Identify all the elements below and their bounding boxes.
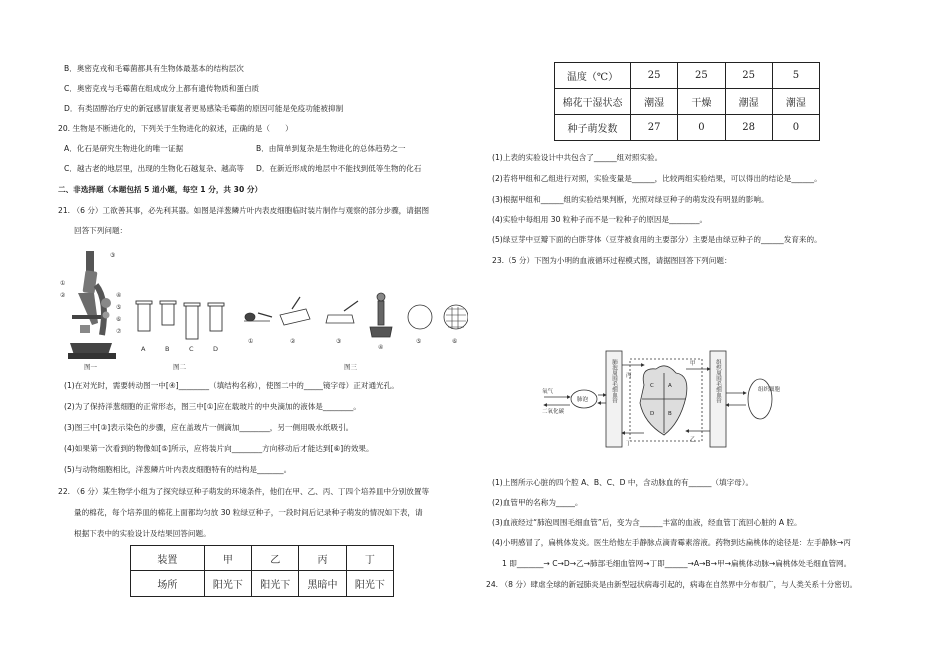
tissue-cell-label: 组织细胞 xyxy=(758,387,781,393)
co2-label: 二氧化碳 xyxy=(542,409,565,415)
steps-illustration xyxy=(244,293,468,337)
table-row xyxy=(555,63,820,89)
q22-stem-line3: 根据下表中的实验设计及结果回答问题。 xyxy=(74,529,211,538)
q21-sub-1: (1)在对光时，需要转动图一中[④]________（填结构名称），使图二中的_____镜字母）正对通光孔。 xyxy=(64,381,399,390)
q24-stem: 24. （8 分）肆虐全球的新冠肺炎是由新型冠状病毒引起的，病毒在自然界中分布很广，与人类关系十分密切。 xyxy=(486,580,858,589)
q21-sub-2: (2)为了保持洋葱细胞的正常形态，图三中[①]应在载玻片的中央滴加的液体是________。 xyxy=(64,402,361,411)
q19-option-d: D．有类固醇治疗史的新冠感冒康复者更易感染毛霉菌的原因可能是免疫功能被抑制 xyxy=(64,104,344,113)
table-cell: 种子萌发数 xyxy=(555,115,631,141)
tissue-capillary-label: 组织周围毛细血管 xyxy=(715,359,721,403)
tissue-cell-shape xyxy=(748,379,772,419)
q23-sub-1: (1)上图所示心脏的四个腔 A、B、C、D 中，含动脉血的有______（填字母）。 xyxy=(492,478,754,487)
q22-sub-1: (1)上表的实验设计中共包含了______组对照实验。 xyxy=(492,153,663,162)
step-label-4: ④ xyxy=(378,344,384,351)
table-row xyxy=(131,571,394,597)
table-cell: 25 xyxy=(678,63,725,89)
table-row xyxy=(555,89,820,115)
table-cell: 潮湿 xyxy=(772,89,819,115)
chamber-d-label: D xyxy=(650,411,655,417)
figure-1-label: 图一 xyxy=(84,363,97,371)
mic-label-6: ⑥ xyxy=(116,316,122,323)
q21-sub-4: (4)如果第一次看到的物像如[⑤]所示，应将装片向________方向移动后才能达到[⑥]的效果。 xyxy=(64,444,374,453)
q22-sub-5: (5)绿豆芽中豆瓣下面的白胖芽体（豆芽被食用的主要部分）主要是由绿豆种子的______发育来的。 xyxy=(492,235,822,244)
table-cell: 黑暗中 xyxy=(299,571,346,597)
table-cell: 5 xyxy=(772,63,819,89)
mic-label-2: ② xyxy=(60,292,66,299)
table-row xyxy=(131,546,394,571)
step-label-6: ⑥ xyxy=(452,338,458,345)
circulation-diagram xyxy=(540,345,800,455)
oxygen-label: 氧气 xyxy=(542,389,554,395)
lens-letter-b: B xyxy=(165,345,170,353)
q23-sub-4-line1: (4)小明感冒了，扁桃体发炎。医生给他左手静脉点滴青霉素溶液。药物到达扁桃体的途径是：左手静脉→丙 xyxy=(492,538,851,547)
figure-3-label: 图三 xyxy=(344,363,357,371)
mic-label-4: ④ xyxy=(116,292,122,299)
table-cell: 0 xyxy=(772,115,819,141)
table-cell: 阳光下 xyxy=(346,571,393,597)
table-cell: 丙 xyxy=(299,546,346,571)
lenses-illustration xyxy=(136,301,224,339)
q21-stem-line2: 回答下列问题： xyxy=(74,226,128,235)
vessel-yi-label: 乙 xyxy=(690,437,696,443)
table-cell: 装置 xyxy=(131,546,205,571)
mic-label-5: ⑤ xyxy=(116,304,122,311)
q21-sub-5: (5)与动物细胞相比，洋葱鳞片叶内表皮细胞特有的结构是_______。 xyxy=(64,465,292,474)
experiment-table-top xyxy=(130,545,394,597)
lung-label: 肺泡 xyxy=(577,397,589,403)
lung-capillary-label: 肺泡周围毛细血管 xyxy=(611,359,617,403)
table-cell: 25 xyxy=(725,63,772,89)
section-heading: 二、非选择题（本题包括 5 道小题，每空 1 分，共 30 分） xyxy=(58,185,263,194)
q23-stem: 23.（5 分）下图为小明的血液循环过程模式图，请据图回答下列问题： xyxy=(492,256,732,265)
q23-sub-2: (2)血管甲的名称为_____。 xyxy=(492,498,583,507)
microscope-illustration xyxy=(68,251,116,359)
step-label-2: ② xyxy=(290,338,296,345)
q20-option-a: A．化石是研究生物进化的唯一证据 xyxy=(64,144,184,153)
mic-label-3: ③ xyxy=(110,252,116,259)
table-cell: 0 xyxy=(678,115,725,141)
figure-2-label: 图二 xyxy=(173,363,186,371)
q22-stem-line1: 22. （6 分）某生物学小组为了探究绿豆种子萌发的环境条件，他们在甲、乙、丙、丁四个培养皿中分别放置等 xyxy=(58,487,430,496)
table-cell: 28 xyxy=(725,115,772,141)
q20-stem: 20. 生物是不断进化的，下列关于生物进化的叙述，正确的是（ ） xyxy=(58,124,293,133)
table-cell: 阳光下 xyxy=(204,571,251,597)
q22-sub-2: (2)若将甲组和乙组进行对照，实验变量是______，比较两组实验结果，可以得出的结论是______。 xyxy=(492,174,822,183)
chamber-b-label: B xyxy=(668,411,672,417)
step-label-3: ③ xyxy=(336,338,342,345)
q21-stem-line1: 21. （6 分）工欲善其事，必先利其器。如图是洋葱鳞片叶内表皮细胞临时装片制作与观察的部分步骤，请据图 xyxy=(58,206,430,215)
q20-option-b: B．由简单到复杂是生物进化的总体趋势之一 xyxy=(256,144,406,153)
table-cell: 潮湿 xyxy=(631,89,678,115)
lens-letter-c: C xyxy=(189,345,194,353)
table-cell: 乙 xyxy=(252,546,299,571)
table-cell: 棉花干湿状态 xyxy=(555,89,631,115)
q22-stem-line2: 量的棉花，每个培养皿的棉花上面都均匀放 30 粒绿豆种子，一段时间后记录种子萌发的情况如下表，请 xyxy=(74,508,423,517)
vessel-jia-label: 甲 xyxy=(690,361,696,367)
vessel-bing-label: 丙 xyxy=(626,373,632,379)
q23-sub-3: (3)血液经过“肺泡周围毛细血管”后，变为含______丰富的血液，经血管丁流回心脏的 A 腔。 xyxy=(492,518,802,527)
experiment-table-continued xyxy=(554,62,820,141)
lens-letter-d: D xyxy=(213,345,219,353)
table-cell: 25 xyxy=(631,63,678,89)
table-cell: 27 xyxy=(631,115,678,141)
table-cell: 场所 xyxy=(131,571,205,597)
q21-figure xyxy=(58,245,468,375)
table-cell: 甲 xyxy=(204,546,251,571)
q20-option-c: C．越古老的地层里，出现的生物化石越复杂、越高等 xyxy=(64,164,244,173)
step-label-1: ① xyxy=(248,338,254,345)
q20-option-d: D．在新近形成的地层中不能找到低等生物的化石 xyxy=(256,164,422,173)
table-cell: 干燥 xyxy=(678,89,725,115)
q22-sub-4: (4)实验中每组用 30 粒种子而不是一粒种子的原因是________。 xyxy=(492,215,708,224)
q19-option-c: C．奥密克戎与毛霉菌在组成成分上都有遗传物质和蛋白质 xyxy=(64,84,260,93)
vessel-ding-label: 丁 xyxy=(626,441,632,447)
chamber-c-label: C xyxy=(650,383,654,389)
mic-label-7: ⑦ xyxy=(116,328,122,335)
step-label-5: ⑤ xyxy=(416,338,422,345)
q19-option-b: B．奥密克戎和毛霉菌都具有生物体最基本的结构层次 xyxy=(64,64,244,73)
mic-label-1: ① xyxy=(60,280,66,287)
table-cell: 潮湿 xyxy=(725,89,772,115)
q22-sub-3: (3)根据甲组和______组的实验结果判断，光照对绿豆种子的萌发没有明显的影响。 xyxy=(492,195,769,204)
chamber-a-label: A xyxy=(668,383,672,389)
q21-sub-3: (3)图三中[③]表示染色的步骤，应在盖玻片一侧滴加________，另一侧用吸水纸吸引。 xyxy=(64,423,354,432)
table-cell: 丁 xyxy=(346,546,393,571)
table-cell: 阳光下 xyxy=(252,571,299,597)
table-row xyxy=(555,115,820,141)
q23-sub-4-line2: 1 即_______→ C→D→乙→肺部毛细血管网→丁即______→A→B→甲→扁桃体动脉→扁桃体处毛细血管网。 xyxy=(502,559,852,568)
lens-letter-a: A xyxy=(141,345,146,353)
table-cell: 温度（℃） xyxy=(555,63,631,89)
heart-shape xyxy=(640,366,687,435)
